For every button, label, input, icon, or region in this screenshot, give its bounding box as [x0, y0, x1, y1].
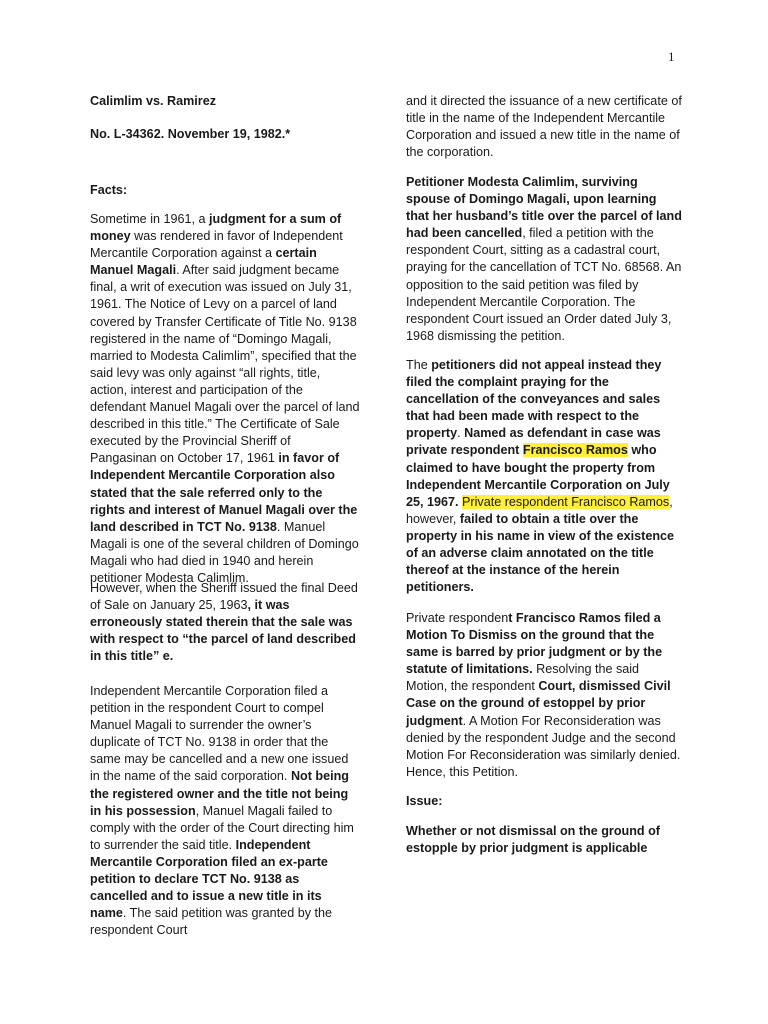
text-run: , filed a petition with the respondent Court, sitting as a cadastral court, praying for the cancellation of TCT No. 68568. An opposition to the said petition was filed by Independent Mercantile Corporation. The respondent Court issued an Order dated July 3, 1968 dismissing the petition.: [406, 226, 682, 343]
facts-heading: Facts:: [90, 183, 128, 197]
bold-text: Independent Mercantile Corporation filed an ex-parte petition to declare TCT No. 9138 as cancelled and to issue a new title in its name: [90, 837, 328, 921]
bold-text: Named as defendant in case was private respondent: [406, 426, 661, 458]
bold-text: t Francisco Ramos filed a Motion To Dismiss on the ground that the same is barred by prior judgment or by the statute of limitations.: [406, 611, 663, 677]
issue-text: Whether or not dismissal on the ground of estopple by prior judgment is applicable: [406, 824, 660, 856]
bold-text: Not being the registered owner and the title not being in his possession: [90, 769, 349, 818]
page-number: 1: [668, 49, 675, 64]
case-title: Calimlim vs. Ramirez: [90, 94, 216, 108]
highlighted-text: Francisco Ramos: [522, 443, 628, 458]
text-run: . The said petition was granted by the respondent Court: [90, 906, 333, 938]
text-run: Resolving the said Motion, the respondent: [406, 662, 640, 694]
facts-paragraph-3: [90, 683, 360, 939]
bold-text: , it was erroneously stated therein that the sale was with respect to “the parcel of land described in this title” e.: [90, 598, 356, 664]
text-run: , Manuel Magali failed to comply with the order of the Court directing him to surrender the said title.: [90, 803, 354, 852]
text-run: The: [406, 358, 432, 372]
facts-paragraph-2: [90, 580, 360, 665]
bold-text: failed to obtain a title over the property in his name in view of the existence of an adverse claim annotated on the title thereof at the instance of the herein petitioners.: [406, 511, 675, 595]
facts-paragraph-4: [406, 93, 682, 161]
bold-text: certain Manuel Magali: [90, 246, 317, 278]
text-run: . A Motion For Reconsideration was denied by the respondent Judge and the second Motion For Reconsideration was similarly denied. Hence, this Petition.: [406, 713, 681, 779]
bold-text: judgment for a sum of money: [90, 212, 342, 244]
text-run: Private responden: [406, 611, 509, 625]
text-run: , however,: [406, 494, 673, 526]
case-number: No. L-34362. November 19, 1982.*: [90, 127, 291, 141]
bold-text: in favor of Independent Mercantile Corporation also stated that the sale referred only to the rights and interest of Manuel Magali over the land described in TCT No. 9138: [90, 451, 358, 534]
text-run: was rendered in favor of Independent Mercantile Corporation against a: [90, 229, 343, 261]
bold-text: Court, dismissed Civil Case on the ground of estoppel by prior judgment: [406, 679, 671, 728]
text-run: . After said judgment became final, a writ of execution was issued on July 31, 1961. The Notice of Levy on a parcel of land covered by Transfer Certificate of Title No. 9138 registered in the name of “Domingo Magali, married to Modesta Calimlim”, specified that the said levy was only against “all rights, title, action, interest and participation of the defendant Manuel Magali over the parcel of land described in this title.” The Certificate of Sale executed by the Provincial Sheriff of Pangasinan on October 17, 1961: [90, 263, 360, 466]
facts-paragraph-7: [406, 610, 682, 781]
highlighted-text: Private respondent Francisco Ramos: [462, 494, 670, 509]
text-run: and it directed the issuance of a new certificate of title in the name of the Independent Mercantile Corporation and issued a new title in the name of the corporation.: [406, 94, 682, 160]
facts-paragraph-5: [406, 174, 682, 345]
text-run: . Manuel Magali is one of the several children of Domingo Magali who had died in 1940 and herein petitioner Modesta Calimlim.: [90, 519, 359, 585]
text-run: .: [457, 426, 465, 441]
bold-text: petitioners did not appeal instead they filed the complaint praying for the cancellation of the conveyances and sales that had been made with respect to the property: [406, 358, 662, 441]
issue-heading: Issue:: [406, 794, 443, 808]
facts-paragraph-1: [90, 211, 360, 587]
facts-paragraph-6: [406, 357, 682, 596]
text-run: Independent Mercantile Corporation filed a petition in the respondent Court to compel Manuel Magali to surrender the owner’s duplicate of TCT No. 9138 in order that the same may be cancelled and a new one issued in the name of the said corporation.: [90, 684, 349, 784]
bold-text: who claimed to have bought the property from Independent Mercantile Corporation on July 25, 1967.: [406, 443, 670, 509]
bold-text: Petitioner Modesta Calimlim, surviving spouse of Domingo Magali, upon learning that her husband’s title over the parcel of land had been cancelled: [406, 175, 682, 241]
text-run: However, when the Sheriff issued the final Deed of Sale on January 25, 1963: [90, 581, 358, 613]
text-run: Sometime in 1961, a: [90, 212, 210, 226]
